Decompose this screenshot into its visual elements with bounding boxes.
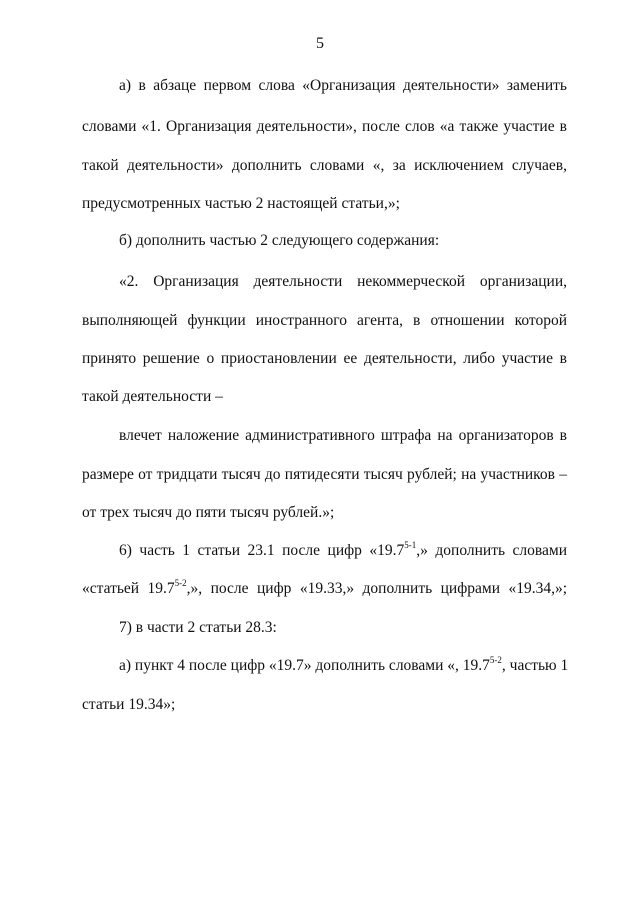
paragraph-line xyxy=(119,76,567,96)
text-run: ,», после цифр «19.33,» дополнить цифрами «19.34,»; xyxy=(186,580,568,597)
text-run: размере от тридцати тысяч до пятидесяти тысяч рублей; на участников – xyxy=(82,466,567,483)
paragraph-line xyxy=(82,349,567,369)
text-run: от трех тысяч до пяти тысяч рублей.»; xyxy=(82,504,335,521)
text-run: ,» дополнить словами xyxy=(416,542,567,559)
text-run: принято решение о приостановлении ее деятельности, либо участие в xyxy=(82,350,567,367)
text-run: 7) в части 2 статьи 28.3: xyxy=(119,619,277,636)
text-run: предусмотренных частью 2 настоящей статьи,»; xyxy=(82,195,400,212)
text-run: такой деятельности – xyxy=(82,388,223,405)
paragraph-line xyxy=(119,656,567,676)
paragraph-line xyxy=(82,117,567,137)
text-run: а) пункт 4 после цифр «19.7» дополнить словами «, 19.7 xyxy=(119,657,490,674)
paragraph-line xyxy=(82,194,567,214)
paragraph-line xyxy=(82,387,567,407)
text-run: такой деятельности» дополнить словами «, за исключением случаев, xyxy=(82,157,567,174)
paragraph-line xyxy=(119,272,567,292)
paragraph-line xyxy=(119,541,567,561)
paragraph-line xyxy=(82,579,567,599)
paragraph-line xyxy=(82,503,567,523)
page-number: 5 xyxy=(316,35,324,52)
paragraph-line xyxy=(119,231,567,251)
superscript: 5-1 xyxy=(404,540,417,550)
text-run: «статьей 19.7 xyxy=(82,580,175,597)
text-run: влечет наложение административного штрафа на организаторов в xyxy=(119,427,567,444)
paragraph-line xyxy=(82,465,567,485)
text-run: а) в абзаце первом слова «Организация деятельности» заменить xyxy=(119,77,567,94)
text-run: 6) часть 1 статьи 23.1 после цифр «19.7 xyxy=(119,542,405,559)
paragraph-line xyxy=(82,311,567,331)
text-run: выполняющей функции иностранного агента, в отношении которой xyxy=(82,312,567,329)
superscript: 5-2 xyxy=(489,655,502,665)
text-run: статьи 19.34»; xyxy=(82,696,176,713)
text-run: , частью 1 xyxy=(501,657,569,674)
paragraph-line xyxy=(119,618,567,638)
text-run: словами «1. Организация деятельности», после слов «а также участие в xyxy=(82,118,567,135)
paragraph-line xyxy=(82,695,567,715)
paragraph-line xyxy=(82,156,567,176)
superscript: 5-2 xyxy=(174,578,187,588)
paragraph-line xyxy=(119,426,567,446)
text-run: «2. Организация деятельности некоммерческой организации, xyxy=(119,273,567,290)
text-run: б) дополнить частью 2 следующего содержания: xyxy=(119,232,440,249)
